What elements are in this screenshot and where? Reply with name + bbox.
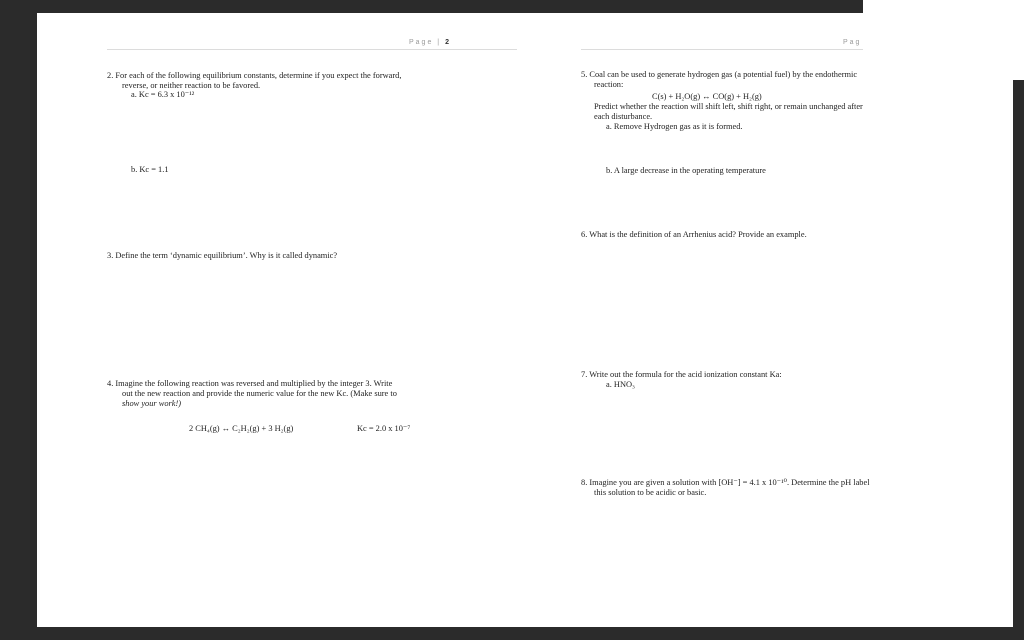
q6-line1: 6. What is the definition of an Arrhenius acid? Provide an example. <box>581 230 807 239</box>
q4-line2: out the new reaction and provide the numeric value for the new Kc. (Make sure to <box>122 389 397 398</box>
q5-line4: each disturbance. <box>594 112 653 121</box>
header-rule <box>107 49 517 50</box>
q5-line1: 5. Coal can be used to generate hydrogen gas (a potential fuel) by the endothermic <box>581 70 858 79</box>
page-header-label: Pag <box>843 39 862 46</box>
q4-line1: 4. Imagine the following reaction was reversed and multiplied by the integer 3. Write <box>107 379 393 388</box>
q5-line2: reaction: <box>594 80 624 89</box>
q8-line2: this solution to be acidic or basic. <box>594 488 707 497</box>
q2-b: b. Kc = 1.1 <box>131 165 169 174</box>
q2-line2: reverse, or neither reaction to be favored. <box>122 81 261 90</box>
q2-a: a. Kc = 6.3 x 10⁻¹² <box>131 90 195 99</box>
q5-reaction: C(s) + H₂O(g) ↔ CO(g) + H₂(g) <box>652 92 762 101</box>
q4-reaction: 2 CH₄(g) ↔ C₂H₂(g) + 3 H₂(g) <box>189 424 294 433</box>
q5-line3: Predict whether the reaction will shift left, shift right, or remain unchanged after <box>594 102 863 111</box>
q4-line3: show your work!) <box>122 399 182 408</box>
page-left <box>37 13 561 627</box>
q3-line1: 3. Define the term ‘dynamic equilibrium’. Why is it called dynamic? <box>107 251 338 260</box>
q5-b: b. A large decrease in the operating temperature <box>606 166 766 175</box>
q4-k-value: Kc = 2.0 x 10⁻⁷ <box>357 424 411 433</box>
q5-a: a. Remove Hydrogen gas as it is formed. <box>606 122 743 131</box>
page-right-top-strip <box>863 0 1024 80</box>
q7-line1: 7. Write out the formula for the acid ionization constant Ka: <box>581 370 782 379</box>
page-right-extension <box>863 80 1013 627</box>
page-header-label: Page | 2 <box>409 39 449 46</box>
q2-line1: 2. For each of the following equilibrium constants, determine if you expect the forward, <box>107 71 402 80</box>
q7-a: a. HNO₃ <box>606 380 635 389</box>
q8-line1: 8. Imagine you are given a solution with [OH⁻] = 4.1 x 10⁻¹⁰. Determine the pH label <box>581 478 870 487</box>
header-rule <box>581 49 863 50</box>
